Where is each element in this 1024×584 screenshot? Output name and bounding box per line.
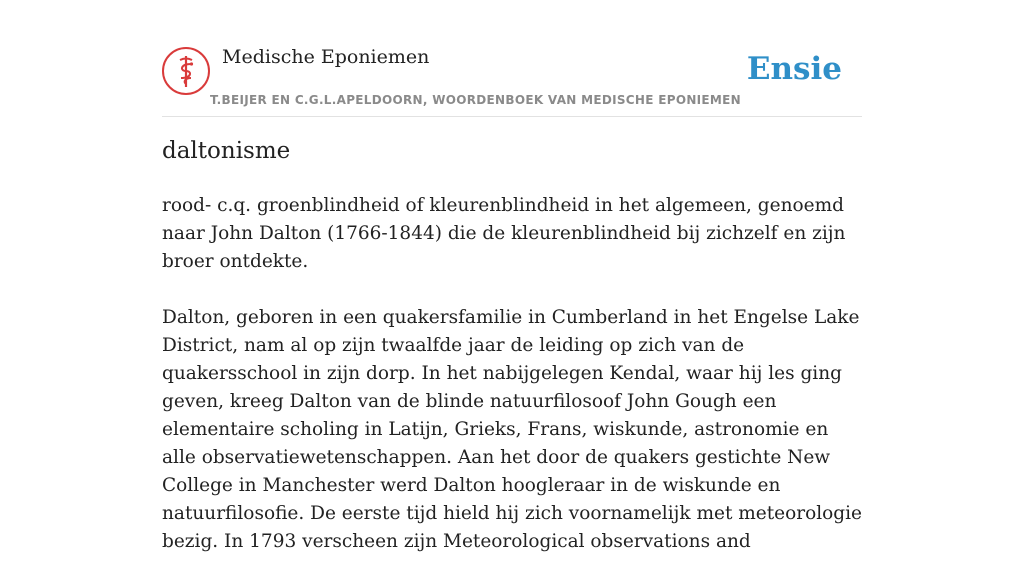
entry-paragraph: rood- c.q. groenblindheid of kleurenblindheid in het algemeen, genoemd naar John Dalton (1766-1844) die de kleurenblindheid bij zichzelf en zijn broer ontdekte. [162, 195, 846, 272]
entry-term: daltonisme [162, 138, 291, 164]
page-container [162, 0, 863, 552]
entry-paragraph: Dalton, geboren in een quakersfamilie in Cumberland in het Engelse Lake District, nam al op zijn twaalfde jaar de leiding op zich van de quakersschool in zijn dorp. In het nabijgelegen Kendal, waar hij les ging geven, kreeg Dalton van de blinde natuurfilosoof John Gough een elementaire scholing in Latijn, Grieks, Frans, wiskunde, astronomie en alle observatiewetenschappen. Aan het door de quakers gestichte New College in Manchester werd Dalton hoogleraar in de wiskunde en natuurfilosofie. De eerste tijd hield hij zich voornamelijk met meteorologie bezig. In 1793 verscheen zijn Meteorological observations and [162, 307, 863, 552]
source-header [162, 0, 862, 117]
source-title[interactable]: Medische Eponiemen [222, 46, 430, 68]
entry-body [162, 192, 862, 584]
source-subtitle: T.BEIJER EN C.G.L.APELDOORN, WOORDENBOEK VAN MEDISCHE EPONIEMEN [210, 93, 742, 107]
caduceus-icon[interactable] [162, 47, 210, 95]
ensie-logo-link[interactable]: Ensie [746, 51, 842, 87]
